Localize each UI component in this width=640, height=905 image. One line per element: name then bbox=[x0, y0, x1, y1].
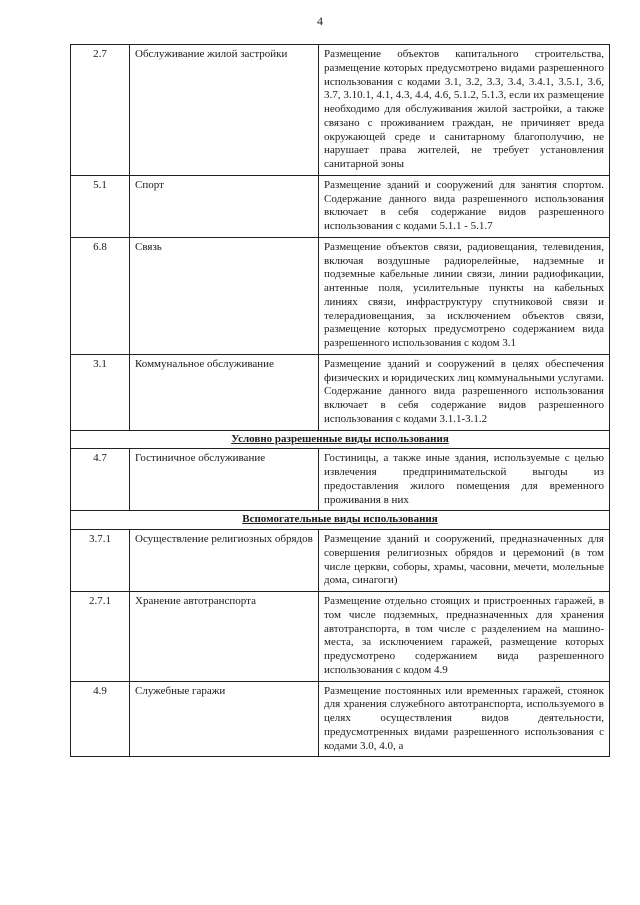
use-code: 5.1 bbox=[71, 175, 130, 237]
table-row bbox=[71, 175, 610, 237]
use-name: Гостиничное обслуживание bbox=[130, 449, 319, 511]
table-row bbox=[71, 530, 610, 592]
section-header-row bbox=[71, 430, 610, 449]
table-row bbox=[71, 681, 610, 757]
use-name: Обслуживание жилой застройки bbox=[130, 45, 319, 176]
use-name: Коммунальное обслуживание bbox=[130, 354, 319, 430]
use-code: 4.7 bbox=[71, 449, 130, 511]
use-description: Размещение отдельно стоящих и пристроенных гаражей, в том числе подземных, предназначенных для хранения автотранспорта, в том числе с разделением на машино-места, за исключением гаражей, размещение которых предусмотрено содержанием вида разрешенного использования с кодом 4.9 bbox=[319, 592, 610, 682]
use-name: Осуществление религиозных обрядов bbox=[130, 530, 319, 592]
use-code: 6.8 bbox=[71, 237, 130, 354]
page-number: 4 bbox=[317, 14, 323, 28]
use-description: Размещение зданий и сооружений, предназначенных для совершения религиозных обрядов и церемоний (в том числе церкви, соборы, храмы, часовни, мечети, молельные дома, синагоги) bbox=[319, 530, 610, 592]
use-description: Размещение постоянных или временных гаражей, стоянок для хранения служебного автотранспорта, используемого в целях осуществления видов деятельности, предусмотренных видами разрешенного использования с кодами 3.0, 4.0, а bbox=[319, 681, 610, 757]
section-title: Условно разрешенные виды использования bbox=[71, 430, 610, 449]
use-code: 2.7.1 bbox=[71, 592, 130, 682]
land-use-table bbox=[70, 44, 610, 757]
table-row bbox=[71, 354, 610, 430]
use-description: Размещение объектов связи, радиовещания, телевидения, включая воздушные радиорелейные, надземные и подземные кабельные линии связи, линии радиофикации, антенные поля, усилительные пункты на кабельных линиях связи, инфраструктуру спутниковой связи и телерадиовещания, за исключением объектов связи, размещение которых предусмотрено содержанием вида разрешенного использования с кодом 3.1 bbox=[319, 237, 610, 354]
land-use-table-body bbox=[71, 45, 610, 757]
use-name: Связь bbox=[130, 237, 319, 354]
use-code: 4.9 bbox=[71, 681, 130, 757]
table-row bbox=[71, 237, 610, 354]
use-description: Размещение объектов капитального строительства, размещение которых предусмотрено видами разрешенного использования с кодами 3.1, 3.2, 3.3, 3.4, 3.4.1, 3.5.1, 3.6, 3.7, 3.10.1, 4.1, 4.3, 4.4, 4.6, 5.1.2, 5.1.3, если их размещение необходимо для обслуживания жилой застройки, а также связано с проживанием граждан, не причиняет вреда окружающей среде и санитарному благополучию, не нарушает права жителей, не требует установления санитарной зоны bbox=[319, 45, 610, 176]
section-title: Вспомогательные виды использования bbox=[71, 511, 610, 530]
section-header-row bbox=[71, 511, 610, 530]
use-description: Размещение зданий и сооружений в целях обеспечения физических и юридических лиц коммунальными услугами. Содержание данного вида разрешенного использования включает в себя содержание видов разрешенного использования с кодами 3.1.1-3.1.2 bbox=[319, 354, 610, 430]
use-description: Размещение зданий и сооружений для занятия спортом. Содержание данного вида разрешенного использования включает в себя содержание видов разрешенного использования с кодами 5.1.1 - 5.1.7 bbox=[319, 175, 610, 237]
table-row bbox=[71, 45, 610, 176]
use-description: Гостиницы, а также иные здания, используемые с целью извлечения предпринимательской выгоды из предоставления жилого помещения для временного проживания в них bbox=[319, 449, 610, 511]
use-name: Спорт bbox=[130, 175, 319, 237]
table-row bbox=[71, 592, 610, 682]
table-row bbox=[71, 449, 610, 511]
use-code: 2.7 bbox=[71, 45, 130, 176]
use-code: 3.7.1 bbox=[71, 530, 130, 592]
use-name: Служебные гаражи bbox=[130, 681, 319, 757]
use-name: Хранение автотранспорта bbox=[130, 592, 319, 682]
use-code: 3.1 bbox=[71, 354, 130, 430]
